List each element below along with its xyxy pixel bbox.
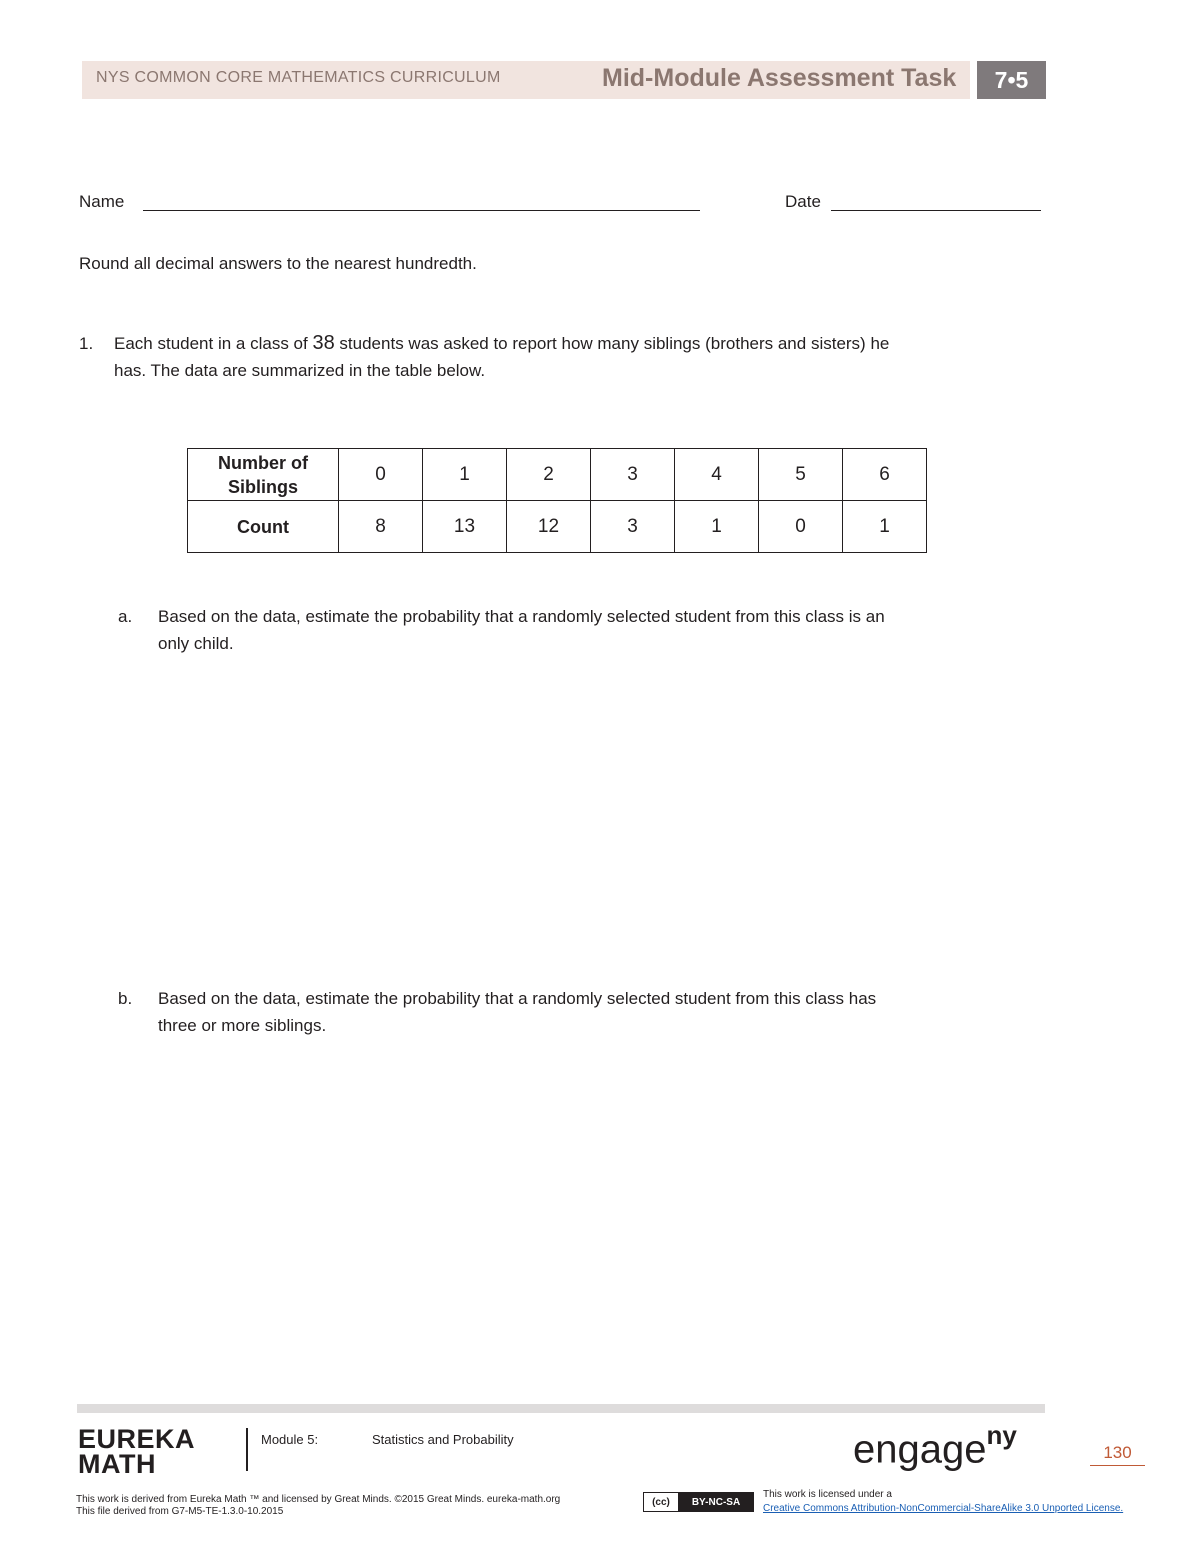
siblings-table [187,448,927,553]
question-text-line2: has. The data are summarized in the table below. [114,361,486,380]
siblings-cell: 2 [507,449,591,501]
derived-notice: This work is derived from Eureka Math ™ and licensed by Great Minds. ©2015 Great Minds. eureka-math.org This file derived from G7-M5-TE-1.3.0-10.2015 [76,1494,561,1517]
date-field[interactable] [831,210,1041,211]
curriculum-title: NYS COMMON CORE MATHEMATICS CURRICULUM [96,69,501,86]
logo-line1: EUREKA [78,1424,196,1454]
license-link[interactable]: Creative Commons Attribution-NonCommercial-ShareAlike 3.0 Unported License. [763,1503,1124,1514]
count-cell: 1 [675,501,759,553]
footer-divider [246,1428,248,1471]
count-cell: 1 [843,501,927,553]
part-b-line2: three or more siblings. [158,1016,327,1035]
part-a-letter: a. [118,607,133,626]
cc-terms: BY-NC-SA [679,1493,753,1511]
count-cell: 3 [591,501,675,553]
siblings-header-line1: Number of [218,452,308,473]
task-title: Mid-Module Assessment Task [602,64,957,92]
table-row-siblings [188,449,927,501]
part-a-answer-area[interactable] [158,665,1038,965]
siblings-cell: 0 [339,449,423,501]
logo-line2: MATH [78,1449,156,1479]
grade-module-badge: 7•5 [977,61,1046,99]
module-title: Statistics and Probability [372,1432,514,1447]
eureka-math-logo [78,1424,196,1479]
siblings-cell: 4 [675,449,759,501]
count-cell: 8 [339,501,423,553]
cc-icon: (cc) [644,1493,679,1511]
name-field[interactable] [143,210,700,211]
class-size: 38 [312,332,335,354]
instructions: Round all decimal answers to the nearest hundredth. [79,254,477,273]
engage-sup: ny [986,1420,1017,1450]
siblings-cell: 5 [759,449,843,501]
engage-text: engage [853,1427,987,1472]
siblings-cell: 1 [423,449,507,501]
count-cell: 13 [423,501,507,553]
table-row-count [188,501,927,553]
siblings-header [188,449,339,501]
part-a-line2: only child. [158,634,234,653]
count-header: Count [188,501,339,553]
siblings-cell: 6 [843,449,927,501]
question-number: 1. [79,334,94,353]
name-label: Name [79,192,125,211]
cc-license-badge[interactable] [643,1492,754,1512]
part-b-letter: b. [118,989,133,1008]
count-cell: 12 [507,501,591,553]
part-b-answer-area[interactable] [158,1045,1038,1385]
engageny-logo [853,1420,1017,1472]
siblings-header-line2: Siblings [227,476,298,497]
siblings-cell: 3 [591,449,675,501]
module-label: Module 5: [261,1432,319,1447]
footer-rule [77,1404,1045,1413]
date-label: Date [785,192,821,211]
page-number: 130 [1090,1443,1145,1466]
count-cell: 0 [759,501,843,553]
part-b-line1: Based on the data, estimate the probability that a randomly selected student from this class has [158,989,877,1008]
question-text [114,330,889,357]
question-text-after: students was asked to report how many siblings (brothers and sisters) he [334,334,890,353]
question-text-before: Each student in a class of [114,334,313,353]
part-a-line1: Based on the data, estimate the probability that a randomly selected student from this class is an [158,607,885,626]
license-intro: This work is licensed under a [763,1489,892,1500]
